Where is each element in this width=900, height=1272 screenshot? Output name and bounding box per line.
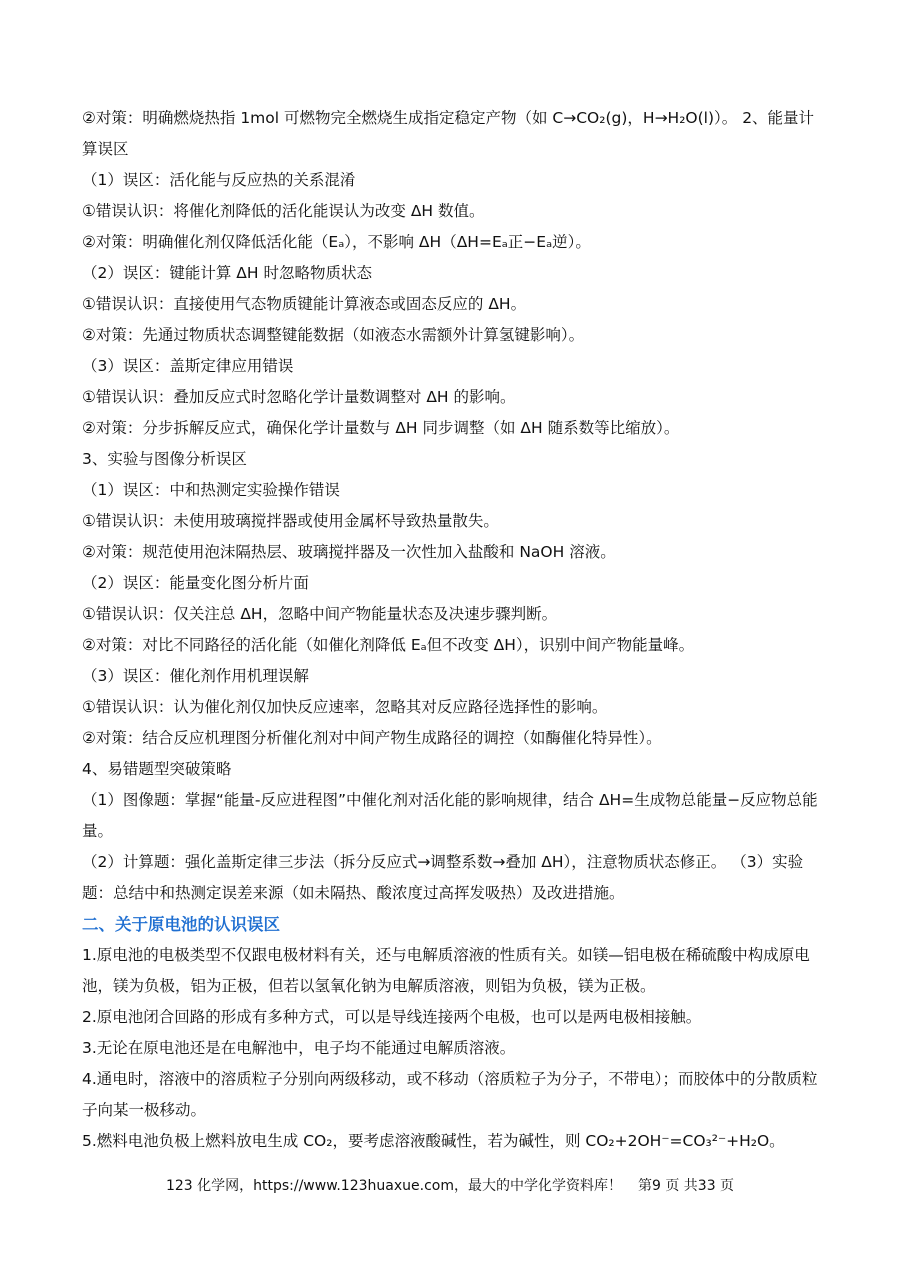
text-line: ②对策：结合反应机理图分析催化剂对中间产物生成路径的调控（如酶催化特异性）。: [82, 729, 662, 747]
list-item: 5.燃料电池负极上燃料放电生成 CO₂，要考虑溶液酸碱性，若为碱性，则 CO₂+2OH⁻=CO₃²⁻+H₂O。: [82, 1132, 785, 1150]
text-line: ①错误认识：将催化剂降低的活化能误认为改变 ΔH 数值。: [82, 202, 485, 220]
text-line: ①错误认识：叠加反应式时忽略化学计量数调整对 ΔH 的影响。: [82, 388, 516, 406]
text-line: （3）误区：催化剂作用机理误解: [82, 667, 309, 685]
text-line: ②对策：明确燃烧热指 1mol 可燃物完全燃烧生成指定稳定产物（如 C→CO₂(g)，H→H₂O(l)）。 2、能量计算误区: [82, 109, 815, 158]
text-line: ②对策：分步拆解反应式，确保化学计量数与 ΔH 同步调整（如 ΔH 随系数等比缩放）。: [82, 419, 680, 437]
text-line: （2）计算题：强化盖斯定律三步法（拆分反应式→调整系数→叠加 ΔH），注意物质状态修正。 （3）实验题：总结中和热测定误差来源（如未隔热、酸浓度过高挥发吸热）及改进措施。: [82, 853, 804, 902]
text-line: ①错误认识：仅关注总 ΔH，忽略中间产物能量状态及决速步骤判断。: [82, 605, 558, 623]
list-item: 3.无论在原电池还是在电解池中，电子均不能通过电解质溶液。: [82, 1039, 516, 1057]
text-line: 4、易错题型突破策略: [82, 760, 232, 778]
text-line: ①错误认识：认为催化剂仅加快反应速率，忽略其对反应路径选择性的影响。: [82, 698, 608, 716]
text-line: ①错误认识：未使用玻璃搅拌器或使用金属杯导致热量散失。: [82, 512, 499, 530]
text-line: （3）误区：盖斯定律应用错误: [82, 357, 294, 375]
text-line: （2）误区：键能计算 ΔH 时忽略物质状态: [82, 264, 372, 282]
text-line: （1）误区：活化能与反应热的关系混淆: [82, 171, 356, 189]
text-line: ②对策：明确催化剂仅降低活化能（Eₐ），不影响 ΔH（ΔH=Eₐ正−Eₐ逆）。: [82, 233, 591, 251]
text-line: （2）误区：能量变化图分析片面: [82, 574, 309, 592]
list-item: 4.通电时，溶液中的溶质粒子分别向两级移动，或不移动（溶质粒子为分子，不带电）；而胶体中的分散质粒子向某一极移动。: [82, 1070, 818, 1119]
text-line: （1）误区：中和热测定实验操作错误: [82, 481, 340, 499]
footer-site: 123 化学网，https://www.123huaxue.com，最大的中学化学资料库！: [165, 1178, 622, 1194]
text-line: ②对策：先通过物质状态调整键能数据（如液态水需额外计算氢键影响）。: [82, 326, 585, 344]
page-footer: [0, 1176, 900, 1196]
text-line: （1）图像题：掌握“能量-反应进程图”中催化剂对活化能的影响规律，结合 ΔH=生成物总能量−反应物总能量。: [82, 791, 818, 840]
list-item: 2.原电池闭合回路的形成有多种方式，可以是导线连接两个电极，也可以是两电极相接触。: [82, 1008, 702, 1026]
text-line: ②对策：对比不同路径的活化能（如催化剂降低 Eₐ但不改变 ΔH），识别中间产物能量峰。: [82, 636, 695, 654]
list-item: 1.原电池的电极类型不仅跟电极材料有关，还与电解质溶液的性质有关。如镁—铝电极在稀硫酸中构成原电池，镁为负极，铝为正极，但若以氢氧化钠为电解质溶液，则铝为负极，镁为正极。: [82, 946, 810, 995]
text-line: ①错误认识：直接使用气态物质键能计算液态或固态反应的 ΔH。: [82, 295, 527, 313]
text-line: 3、实验与图像分析误区: [82, 450, 247, 468]
text-line: ②对策：规范使用泡沫隔热层、玻璃搅拌器及一次性加入盐酸和 NaOH 溶液。: [82, 543, 616, 561]
section-heading: 二、关于原电池的认识误区: [82, 915, 280, 934]
page-content: [82, 103, 822, 1157]
footer-page-number: 第9 页 共33 页: [637, 1178, 735, 1194]
